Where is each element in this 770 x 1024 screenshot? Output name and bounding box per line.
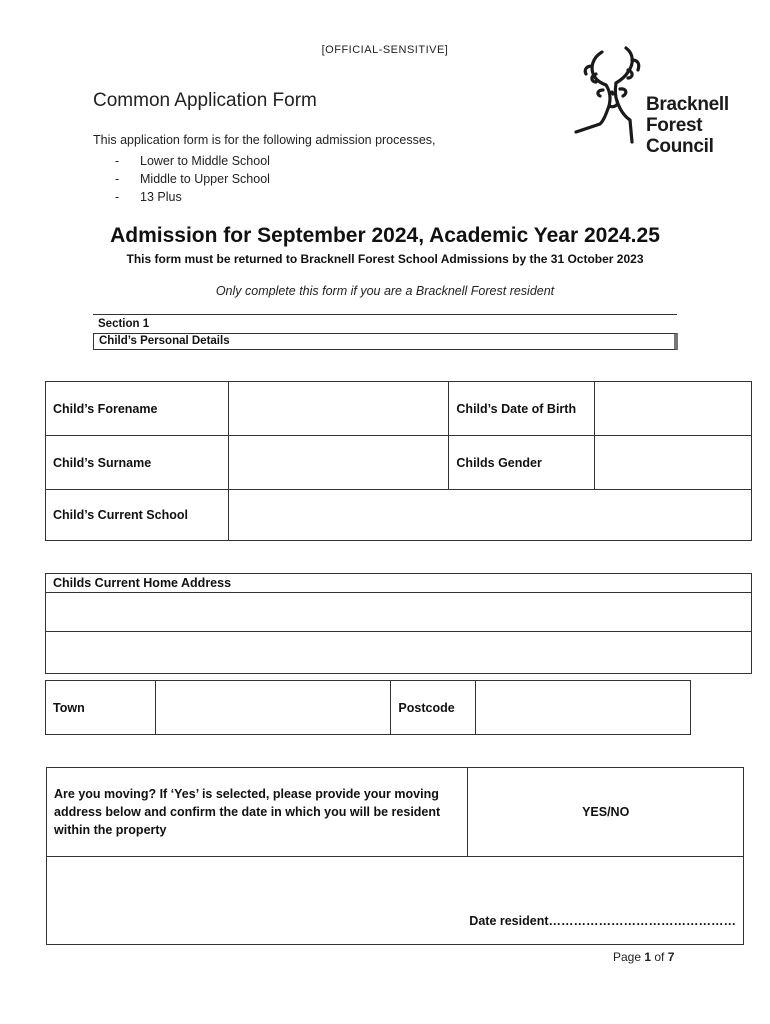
surname-label: Child’s Surname	[46, 436, 229, 490]
town-postcode-table	[45, 680, 691, 735]
moving-table	[46, 767, 744, 945]
intro-text: This application form is for the following admission processes,	[93, 133, 436, 147]
gender-field[interactable]	[595, 436, 752, 490]
section-name-bar	[93, 333, 678, 350]
surname-field[interactable]	[228, 436, 449, 490]
gender-label: Childs Gender	[449, 436, 595, 490]
deer-icon	[570, 44, 650, 144]
dob-field[interactable]	[595, 382, 752, 436]
page-of: of	[651, 950, 668, 964]
bullet-dash: -	[115, 172, 120, 186]
section-name: Child’s Personal Details	[99, 335, 230, 347]
council-name-line: Bracknell	[646, 94, 729, 115]
forename-label: Child’s Forename	[46, 382, 229, 436]
process-item: 13 Plus	[140, 190, 182, 204]
form-title: Common Application Form	[93, 90, 317, 111]
dob-label: Child’s Date of Birth	[449, 382, 595, 436]
address-line-1-field[interactable]	[46, 593, 752, 632]
process-item: Lower to Middle School	[140, 154, 270, 168]
bullet-dash: -	[115, 154, 120, 168]
home-address-table	[45, 573, 752, 674]
process-item: Middle to Upper School	[140, 172, 270, 186]
page-number	[613, 950, 674, 964]
child-details-table	[45, 381, 752, 541]
list-item	[115, 188, 270, 206]
table-row	[46, 593, 752, 632]
table-row	[46, 436, 752, 490]
town-field[interactable]	[155, 681, 391, 735]
resident-note: Only complete this form if you are a Bracknell Forest resident	[215, 284, 555, 298]
yes-no-field[interactable]: YES/NO	[468, 768, 744, 857]
town-label: Town	[46, 681, 156, 735]
table-row	[46, 632, 752, 674]
council-name-line: Forest	[646, 115, 703, 136]
date-resident-field[interactable]: Date resident………………………………………	[47, 857, 744, 945]
postcode-field[interactable]	[476, 681, 691, 735]
list-item	[115, 170, 270, 188]
moving-question: Are you moving? If ‘Yes’ is selected, please provide your moving address below and confirm the date in which you will be resident within the property	[47, 768, 468, 857]
council-name	[646, 94, 729, 157]
classification-label: [OFFICIAL-SENSITIVE]	[321, 44, 449, 56]
current-school-field[interactable]	[228, 490, 751, 541]
process-list	[115, 152, 270, 206]
table-row	[46, 382, 752, 436]
table-row	[46, 490, 752, 541]
current-school-label: Child’s Current School	[46, 490, 229, 541]
home-address-label: Childs Current Home Address	[46, 574, 752, 593]
list-item	[115, 152, 270, 170]
forename-field[interactable]	[228, 382, 449, 436]
page-total: 7	[667, 950, 675, 964]
table-row	[46, 681, 691, 735]
table-row	[47, 768, 744, 857]
page-prefix: Page	[613, 950, 645, 964]
table-row	[47, 857, 744, 945]
return-deadline-note: This form must be returned to Bracknell Forest School Admissions by the 31 October 2023	[126, 252, 644, 266]
section-header	[93, 314, 677, 351]
council-name-line: Council	[646, 136, 714, 157]
page-current: 1	[644, 950, 652, 964]
council-logo	[570, 44, 740, 172]
bullet-dash: -	[115, 190, 120, 204]
postcode-label: Postcode	[391, 681, 476, 735]
address-line-2-field[interactable]	[46, 632, 752, 674]
table-row	[46, 574, 752, 593]
admission-heading: Admission for September 2024, Academic Year 2024.25	[110, 224, 660, 247]
section-label: Section 1	[98, 318, 150, 330]
